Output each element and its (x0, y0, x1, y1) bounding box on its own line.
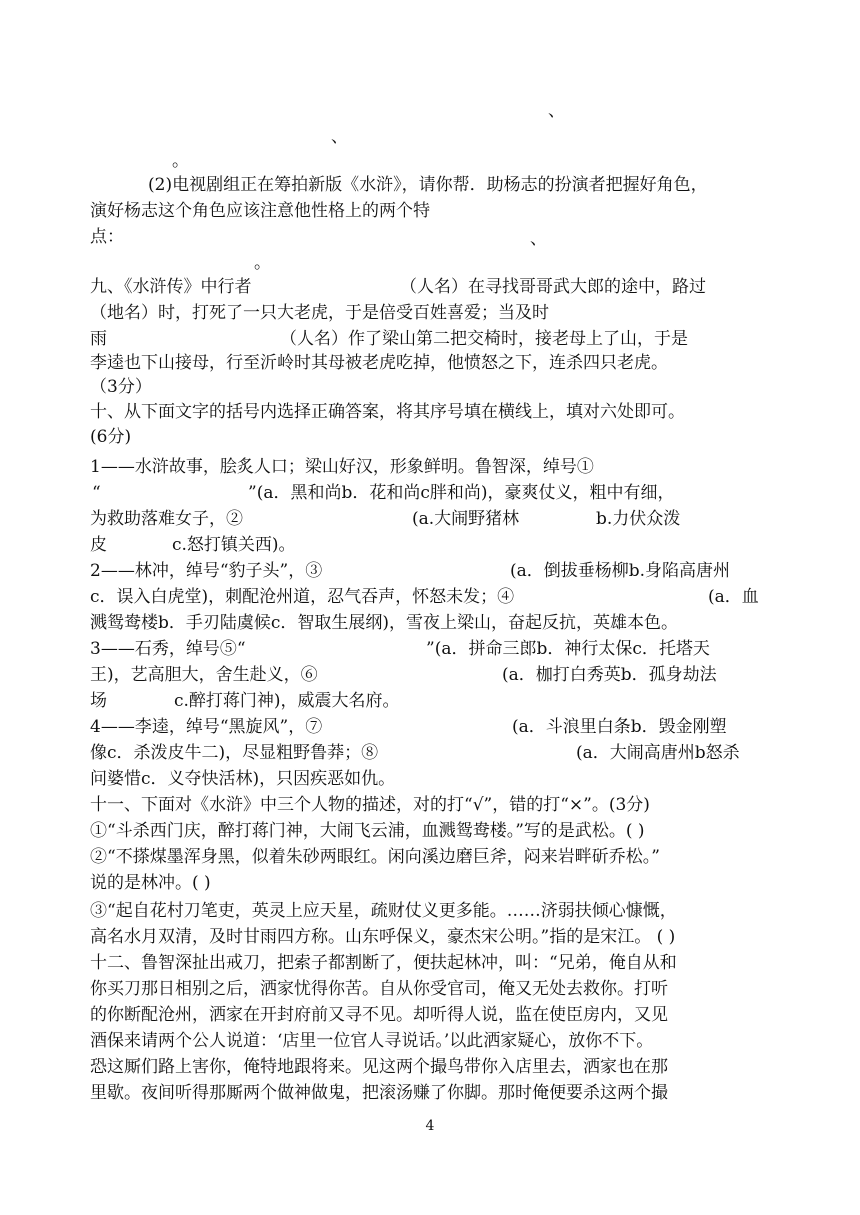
blank-mark: 。 (172, 151, 189, 171)
question-text-line: 溅鸳鸯楼b．手刃陆虞候c．智取生展纲)，雪夜上梁山，奋起反抗，英雄本色。 (90, 613, 679, 633)
question-nine-title: 九、《水浒传》中行者 (90, 277, 252, 297)
blank-mark: 。 (254, 253, 271, 273)
question-text-line: （地名）时，打死了一只大老虎，于是倍受百姓喜爱；当及时 (90, 303, 549, 323)
score-note: (6分) (90, 427, 132, 447)
question-text-line: ②“不搽煤墨浑身黑，似着朱砂两眼红。闲向溪边磨巨斧，闷来岩畔斫乔松。” (90, 847, 660, 867)
question-text-fragment: ”(a．黑和尚b．花和尚c胖和尚)，豪爽仗义，粗中有细， (248, 483, 675, 503)
question-text-line: 问婆惜c．义夺快活林)，只因疾恶如仇。 (90, 769, 396, 789)
option-fragment: ”(a．拼命三郎b．神行太保c．托塔天 (426, 639, 710, 659)
question-text-line: 演好杨志这个角色应该注意他性格上的两个特 (90, 201, 430, 221)
passage-line: 里歇。夜间听得那厮两个做神做鬼，把滚汤赚了你脚。那时俺便要杀这两个撮 (90, 1083, 668, 1103)
question-text-line: ③“起自花村刀笔吏，英灵上应天星，疏财仗义更多能。……济弱扶倾心慷慨， (90, 901, 677, 921)
option-fragment: c.怒打镇关西)。 (172, 535, 296, 555)
question-text-line: 4——李逵，绰号“黑旋风”，⑦ (90, 717, 323, 737)
question-text-line: 高名水月双清，及时甘雨四方称。山东呼保义，豪杰宋公明。”指的是宋江。 ( ) (90, 927, 676, 947)
question-eleven-title: 十一、下面对《水浒》中三个人物的描述，对的打“√”，错的打“×”。(3分) (90, 795, 650, 815)
question-text-fragment: （人名）在寻找哥哥武大郎的途中，路过 (400, 277, 706, 297)
option-fragment: (a．枷打白秀英b．孤身劫法 (502, 665, 717, 685)
blank-mark: 、 (548, 101, 565, 121)
option-fragment: (a．血 (708, 587, 759, 607)
option-fragment: c.醉打蒋门神)，威震大名府。 (174, 691, 400, 711)
question-text-line: 场 (90, 691, 107, 711)
question-text-fragment: （人名）作了梁山第二把交椅时，接老母上了山，于是 (280, 329, 688, 349)
question-text-line: 3——石秀，绰号⑤“ (90, 639, 246, 659)
question-text-line: 李逵也下山接母，行至沂岭时其母被老虎吃掉，他愤怒之下，连杀四只老虎。 (90, 353, 668, 373)
question-text-line: 点： (90, 227, 124, 247)
option-fragment: (a．倒拔垂杨柳b.身陷高唐州 (510, 561, 731, 581)
quote-open-mark: “ (92, 483, 101, 503)
page-number: 4 (425, 1118, 435, 1134)
question-text-line: 2——林冲，绰号“豹子头”，③ (90, 561, 323, 581)
option-fragment: (a．斗浪里白条b．毁金刚塑 (512, 717, 727, 737)
passage-line: 酒保来请两个公人说道：‘店里一位官人寻说话。’以此洒家疑心，放你不下。 (90, 1031, 654, 1051)
blank-mark: 、 (331, 127, 348, 147)
question-text-line: 雨 (90, 329, 107, 349)
option-fragment: (a．大闹高唐州b怒杀 (576, 743, 740, 763)
option-fragment: (a.大闹野猪林 (412, 509, 520, 529)
passage-line: 你买刀那日相别之后，洒家忧得你苦。自从你受官司，俺又无处去救你。打听 (90, 979, 668, 999)
question-text-line: (2)电视剧组正在筹拍新版《水浒》，请你帮．助杨志的扮演者把握好角色， (148, 175, 708, 195)
question-text-line: 像c．杀泼皮牛二)，尽显粗野鲁莽；⑧ (90, 743, 379, 763)
question-text-line: 1——水浒故事，脍炙人口；梁山好汉，形象鲜明。鲁智深，绰号① (90, 457, 594, 477)
score-note: （3分） (90, 377, 152, 397)
question-text-line: 王)，艺高胆大，舍生赴义，⑥ (90, 665, 318, 685)
question-text-line: ①“斗杀西门庆，醉打蒋门神，大闹飞云浦，血溅鸳鸯楼。”写的是武松。( ) (90, 821, 645, 841)
question-text-line: 为救助落难女子，② (90, 509, 243, 529)
passage-line: 的你断配沧州，洒家在开封府前又寻不见。却听得人说，监在使臣房内，又见 (90, 1005, 668, 1025)
question-text-line: c．误入白虎堂)，刺配沧州道，忍气吞声，怀怒未发；④ (90, 587, 515, 607)
question-ten-title: 十、从下面文字的括号内选择正确答案，将其序号填在横线上，填对六处即可。 (90, 402, 685, 422)
question-twelve-title: 十二、鲁智深扯出戒刀，把索子都割断了，便扶起林冲，叫：“兄弟，俺自从和 (90, 953, 677, 973)
question-text-line: 说的是林冲。( ) (90, 873, 211, 893)
passage-line: 恐这厮们路上害你，俺特地跟将来。见这两个撮鸟带你入店里去，洒家也在那 (90, 1057, 668, 1077)
question-text-line: 皮 (90, 535, 107, 555)
option-fragment: b.力伏众泼 (596, 509, 681, 529)
blank-mark: 、 (530, 229, 547, 249)
